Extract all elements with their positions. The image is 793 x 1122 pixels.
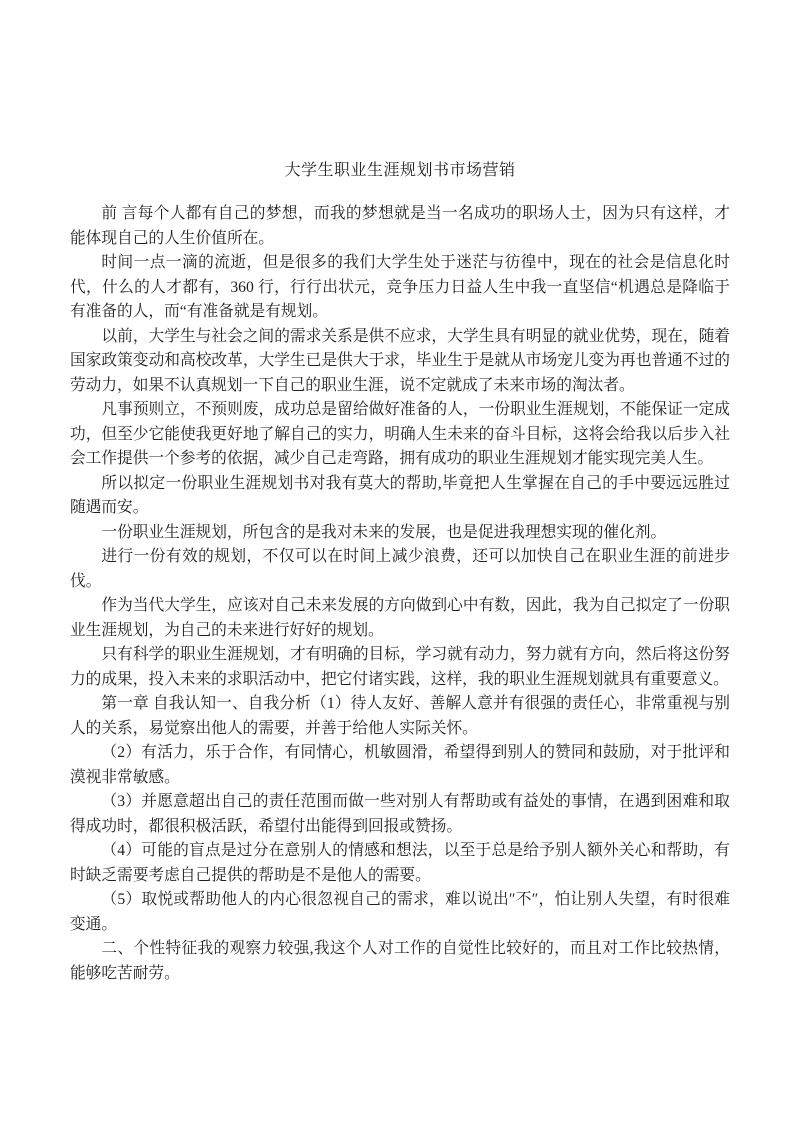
paragraph: （5）取悦或帮助他人的内心很忽视自己的需求，难以说出″不″，怕让别人失望，有时很难变通。: [70, 891, 730, 933]
paragraph: 第一章 自我认知一、自我分析（1）待人友好、善解人意并有很强的责任心，非常重视与别人的关系，易觉察出他人的需要，并善于给他人实际关怀。: [70, 695, 730, 737]
document-body: [70, 202, 730, 986]
paragraph: 二、个性特征我的观察力较强,我这个人对工作的自觉性比较好的，而且对工作比较热情，能够吃苦耐劳。: [70, 940, 730, 982]
paragraph: 以前，大学生与社会之间的需求关系是供不应求，大学生具有明显的就业优势，现在，随着国家政策变动和高校改革，大学生已是供大于求，毕业生于是就从市场宠儿变为再也普通不过的劳动力，如果不认真规划一下自己的职业生涯，说不定就成了未来市场的淘汰者。: [70, 327, 730, 394]
paragraph: 所以拟定一份职业生涯规划书对我有莫大的帮助,毕竟把人生掌握在自己的手中要远远胜过随遇而安。: [70, 474, 730, 516]
paragraph: 前 言每个人都有自己的梦想，而我的梦想就是当一名成功的职场人士，因为只有这样，才能体现自己的人生价值所在。: [70, 205, 730, 247]
paragraph: 作为当代大学生，应该对自己未来发展的方向做到心中有数，因此，我为自己拟定了一份职业生涯规划，为自己的未来进行好好的规划。: [70, 597, 730, 639]
document-title: 大学生职业生涯规划书市场营销: [284, 162, 516, 179]
paragraph: （2）有活力，乐于合作，有同情心，机敏圆滑，希望得到别人的赞同和鼓励，对于批评和漠视非常敏感。: [70, 744, 730, 786]
paragraph: 凡事预则立，不预则废，成功总是留给做好准备的人，一份职业生涯规划，不能保证一定成功，但至少它能使我更好地了解自己的实力，明确人生未来的奋斗目标，这将会给我以后步入社会工作提供一个参考的依据，减少自己走弯路，拥有成功的职业生涯规划才能实现完美人生。: [70, 401, 730, 467]
paragraph: 只有科学的职业生涯规划，才有明确的目标，学习就有动力，努力就有方向，然后将这份努力的成果，投入未来的求职活动中，把它付诸实践，这样，我的职业生涯规划就具有重要意义。: [70, 646, 730, 688]
paragraph: 时间一点一滴的流逝，但是很多的我们大学生处于迷茫与彷徨中，现在的社会是信息化时代，什么的人才都有，360 行，行行出状元，竞争压力日益人生中我一直坚信“机遇总是降临于有准备的人，而“有准备就是有规划。: [70, 254, 730, 320]
paragraph: 进行一份有效的规划，不仅可以在时间上减少浪费，还可以加快自己在职业生涯的前进步伐。: [70, 548, 730, 590]
paragraph: （4）可能的盲点是过分在意别人的情感和想法，以至于总是给予别人额外关心和帮助，有时缺乏需要考虑自己提供的帮助是不是他人的需要。: [70, 842, 730, 884]
paragraph: （3）并愿意超出自己的责任范围而做一些对别人有帮助或有益处的事情，在遇到困难和取得成功时，都很积极活跃，希望付出能得到回报或赞扬。: [70, 793, 730, 835]
paragraph: 一份职业生涯规划，所包含的是我对未来的发展，也是促进我理想实现的催化剂。: [101, 523, 667, 541]
